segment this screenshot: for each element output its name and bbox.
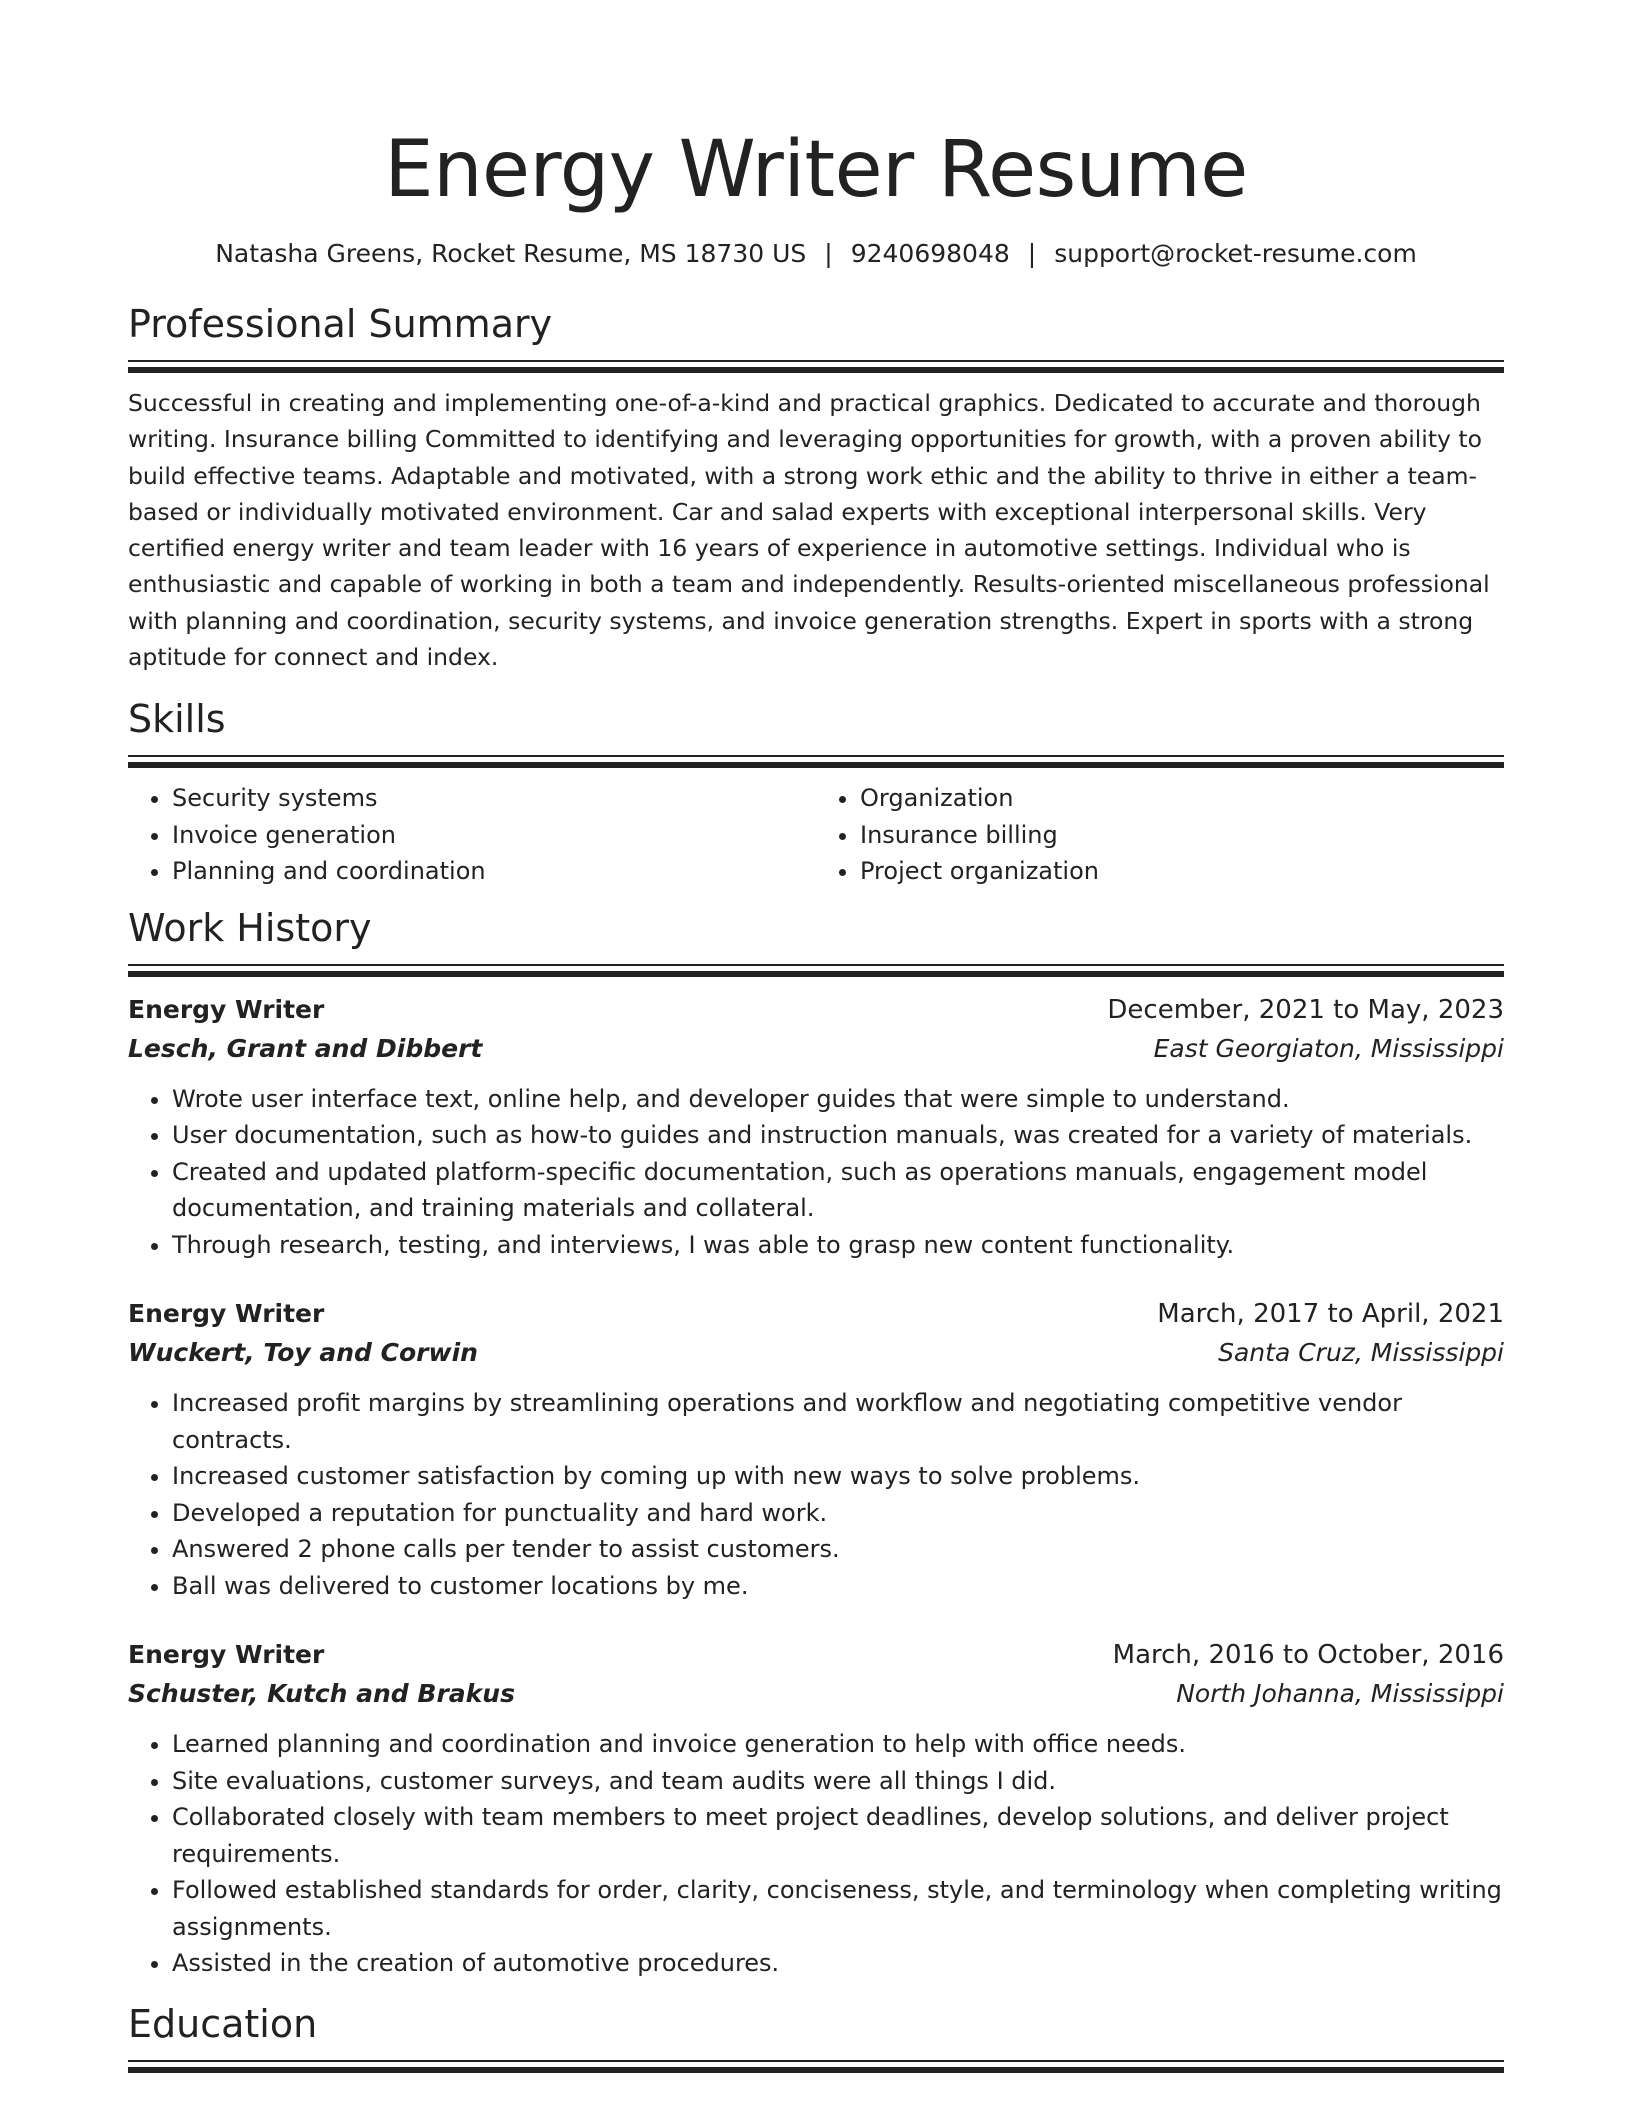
job-bullets — [128, 1726, 1504, 1982]
job-entry — [128, 991, 1504, 1264]
job-location: North Johanna, Mississippi — [1176, 1679, 1504, 1709]
job-bullet: • Developed a reputation for punctuality and hard work. — [172, 1495, 1504, 1532]
job-header — [128, 1636, 1504, 1674]
work-section — [128, 904, 1504, 1982]
job-bullet: • Increased profit margins by streamlining operations and workflow and negotiating competitive vendor contracts. — [172, 1385, 1504, 1458]
job-bullet: • Created and updated platform-specific documentation, such as operations manuals, engagement model documentation, and training materials and collateral. — [172, 1154, 1504, 1227]
summary-section — [128, 300, 1504, 675]
contact-address: Natasha Greens, Rocket Resume, MS 18730 US — [215, 239, 807, 268]
section-divider — [128, 755, 1504, 768]
job-bullet: • Assisted in the creation of automotive procedures. — [172, 1945, 1504, 1982]
skills-list-right — [816, 780, 1504, 890]
job-bullet: • Site evaluations, customer surveys, and team audits were all things I did. — [172, 1763, 1504, 1800]
skill-item: • Invoice generation — [172, 817, 816, 854]
skill-item: • Insurance billing — [860, 817, 1504, 854]
job-bullet: • Answered 2 phone calls per tender to assist customers. — [172, 1531, 1504, 1568]
skill-item: • Planning and coordination — [172, 853, 816, 890]
job-header — [128, 991, 1504, 1029]
job-dates: March, 2016 to October, 2016 — [1112, 1640, 1504, 1671]
section-divider — [128, 360, 1504, 373]
job-bullets — [128, 1385, 1504, 1604]
job-bullet: • Increased customer satisfaction by coming up with new ways to solve problems. — [172, 1458, 1504, 1495]
job-bullets — [128, 1081, 1504, 1264]
skills-heading: Skills — [128, 697, 226, 742]
skill-item: • Security systems — [172, 780, 816, 817]
job-dates: March, 2017 to April, 2021 — [1157, 1299, 1504, 1330]
job-bullet: • Ball was delivered to customer locations by me. — [172, 1568, 1504, 1605]
job-bullet: • User documentation, such as how-to guides and instruction manuals, was created for a variety of materials. — [172, 1117, 1504, 1154]
job-dates: December, 2021 to May, 2023 — [1107, 994, 1504, 1025]
contact-phone: 9240698048 — [850, 239, 1010, 268]
section-divider — [128, 2060, 1504, 2073]
skill-item: • Organization — [860, 780, 1504, 817]
summary-heading: Professional Summary — [128, 302, 553, 346]
job-title: Energy Writer — [128, 1640, 325, 1670]
skills-columns — [128, 780, 1504, 890]
contact-email: support@rocket-resume.com — [1054, 239, 1417, 268]
job-title: Energy Writer — [128, 994, 325, 1024]
education-section — [128, 2000, 1504, 2073]
job-bullet: • Through research, testing, and interviews, I was able to grasp new content functionality. — [172, 1227, 1504, 1264]
job-bullet: • Learned planning and coordination and invoice generation to help with office needs. — [172, 1726, 1504, 1763]
job-header — [128, 1295, 1504, 1333]
job-location: Santa Cruz, Mississippi — [1218, 1338, 1504, 1368]
work-heading: Work History — [128, 905, 372, 950]
job-title: Energy Writer — [128, 1299, 325, 1329]
job-location: East Georgiaton, Mississippi — [1153, 1033, 1504, 1063]
skills-list-left — [128, 780, 816, 890]
job-bullet: • Wrote user interface text, online help, and developer guides that were simple to understand. — [172, 1081, 1504, 1118]
job-subheader — [128, 1333, 1504, 1373]
job-bullet: • Collaborated closely with team members to meet project deadlines, develop solutions, and deliver project requirements. — [172, 1799, 1504, 1872]
job-entry — [128, 1636, 1504, 1982]
job-company: Wuckert, Toy and Corwin — [128, 1338, 478, 1368]
summary-text: Successful in creating and implementing one-of-a-kind and practical graphics. Dedicated to accurate and thorough writing. Insurance billing Committed to identifying and leveraging opportunities for growth, with a proven ability to build effective teams. Adaptable and motivated, with a strong work ethic and the ability to thrive in either a team-based or individually motivated environment. Car and salad experts with exceptional interpersonal skills. Very certified energy writer and team leader with 16 years of experience in automotive settings. Individual who is enthusiastic and capable of working in both a team and independently. Results-oriented miscellaneous professional with planning and coordination, security systems, and invoice generation strengths. Expert in sports with a strong aptitude for connect and index. — [128, 389, 1490, 672]
skills-section — [128, 695, 1504, 890]
job-subheader — [128, 1029, 1504, 1069]
skill-item: • Project organization — [860, 853, 1504, 890]
job-entry — [128, 1295, 1504, 1604]
job-bullet: • Followed established standards for order, clarity, conciseness, style, and terminology when completing writing assignments. — [172, 1872, 1504, 1945]
contact-separator: | — [1027, 239, 1037, 268]
page-title: Energy Writer Resume — [384, 125, 1248, 215]
job-subheader — [128, 1674, 1504, 1714]
contact-separator: | — [824, 239, 833, 268]
education-heading: Education — [128, 2001, 318, 2046]
contact-line — [128, 238, 1504, 270]
section-divider — [128, 964, 1504, 977]
job-company: Lesch, Grant and Dibbert — [128, 1033, 483, 1063]
job-company: Schuster, Kutch and Brakus — [128, 1679, 515, 1709]
